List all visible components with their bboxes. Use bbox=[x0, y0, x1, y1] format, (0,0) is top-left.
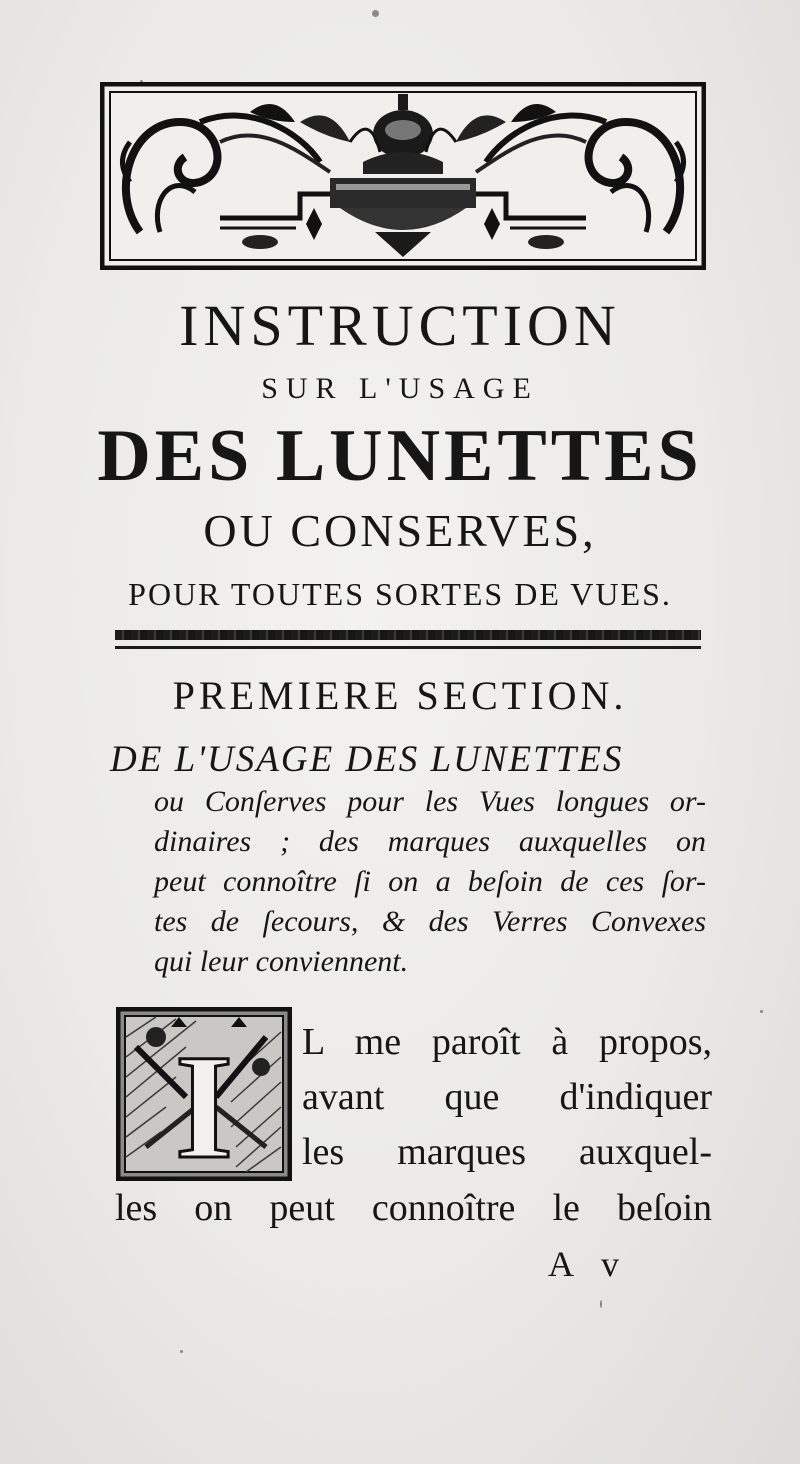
paper-speck bbox=[600, 1300, 602, 1308]
body-line: avant que d'indiquer bbox=[302, 1076, 712, 1118]
title-ou-conserves: OU CONSERVES, bbox=[203, 505, 597, 556]
dropcap-initial bbox=[116, 1007, 292, 1181]
section-subtitle-line: dinaires ; des marques auxquelles on bbox=[154, 825, 706, 858]
title-instruction: INSTRUCTION bbox=[179, 293, 621, 358]
floral-ornament-icon bbox=[100, 82, 706, 270]
rule-thin-line bbox=[115, 646, 701, 649]
section-subtitle-line: peut connoître ſi on a beſoin de ces ſor- bbox=[154, 865, 706, 898]
paper-speck bbox=[760, 1010, 763, 1013]
woodcut-initial-icon bbox=[116, 1007, 292, 1181]
signature-mark: A v bbox=[548, 1244, 630, 1284]
section-heading: PREMIERE SECTION. bbox=[172, 673, 628, 718]
section-subtitle-line: ou Conſerves pour les Vues longues or- bbox=[154, 785, 706, 818]
body-line: L me paroît à propos, bbox=[302, 1021, 712, 1063]
paper-speck bbox=[180, 1350, 183, 1353]
section-subtitle-line: tes de ſecours, & des Verres Convexes bbox=[154, 905, 706, 938]
body-line: les marques auxquel- bbox=[302, 1131, 712, 1173]
section-subtitle-head: DE L'USAGE DES LUNETTES bbox=[110, 739, 624, 780]
title-pour-toutes-sortes: POUR TOUTES SORTES DE VUES. bbox=[128, 576, 672, 612]
paper-speck bbox=[372, 10, 379, 17]
section-subtitle-line: qui leur conviennent. bbox=[154, 945, 409, 978]
title-des-lunettes: DES LUNETTES bbox=[97, 415, 703, 497]
headpiece-ornament bbox=[100, 82, 706, 270]
title-sur-lusage: SUR L'USAGE bbox=[261, 372, 539, 405]
body-line: les on peut connoître le beſoin bbox=[115, 1187, 712, 1229]
rule-thick-line bbox=[115, 630, 701, 640]
double-rule-divider bbox=[115, 630, 701, 654]
dropcap-letter: I bbox=[174, 1024, 234, 1181]
section-subtitle bbox=[110, 738, 710, 982]
